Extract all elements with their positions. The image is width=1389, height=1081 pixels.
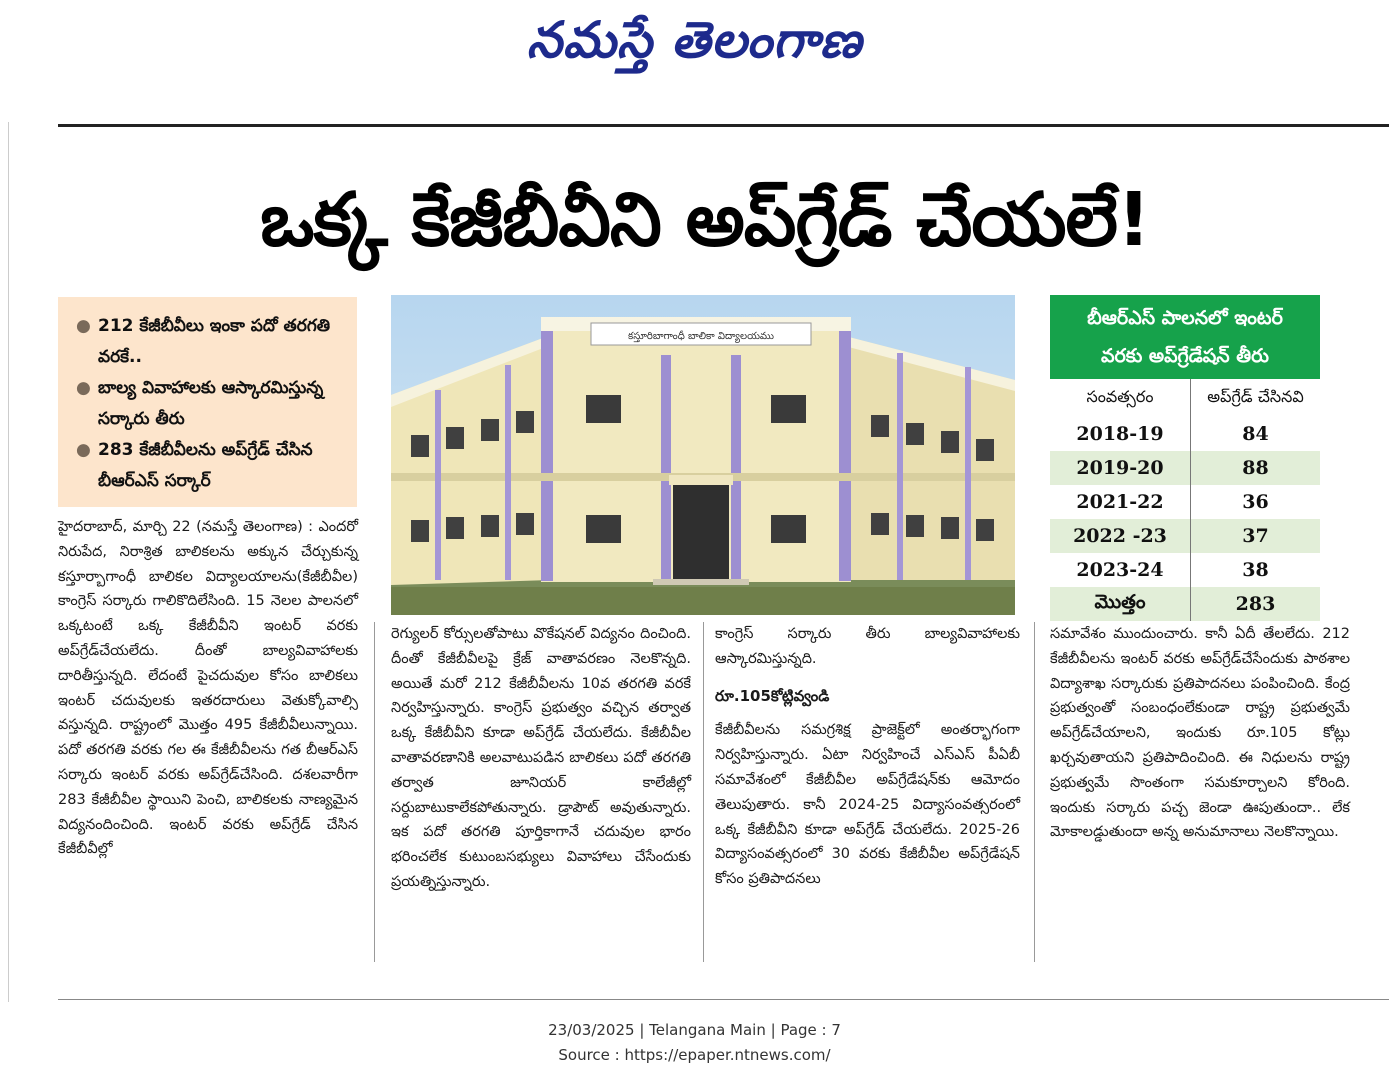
column-header-year: సంవత్సరం <box>1050 379 1191 417</box>
count-cell: 36 <box>1191 485 1321 519</box>
table-row <box>1050 451 1320 485</box>
count-cell: 84 <box>1191 417 1321 451</box>
masthead-logo: నమస్తే తెలంగాణ <box>526 10 863 69</box>
table-title-line1: బీఆర్ఎస్ పాలనలో ఇంటర్ <box>1087 307 1283 329</box>
article-paragraph: కాంగ్రెస్ సర్కారు తీరు బాల్యవివాహాలకు ఆస్కారమిస్తున్నది. <box>715 626 1020 667</box>
bullet-icon: ● <box>76 316 91 336</box>
school-building-photo <box>391 295 1015 615</box>
article-paragraph: సమావేశం ముందుంచారు. కానీ ఏదీ తేలలేదు. 212 కేజీబీవీలను ఇంటర్ వరకు అప్‌గ్రేడ్‌చేసేందుకు పాఠశాల విద్యాశాఖ సర్కారుకు ప్రతిపాదనలు పంపించింది. కేంద్ర ప్రభుత్వంతో సంబంధంలేకుండా రాష్ట్ర ప్రభుత్వమే అప్‌గ్రేడ్‌చేయాలని, ఇందుకు రూ.105 కోట్లు ఖర్చవుతాయని ప్రతిపాదించింది. ఈ నిధులను రాష్ట్ర ప్రభుత్వమే సొంతంగా సమకూర్చాలని కోరింది. ఇందుకు సర్కారు పచ్చ జెండా ఊపుతుందా.. లేక మోకాలడ్డుతుందా అన్న అనుమానాలు నెలకొన్నాయి. <box>1050 626 1350 841</box>
article-headline: ఒక్క కేజీబీవీని అప్‌గ్రేడ్ చేయలే! <box>260 177 1150 263</box>
table-row <box>1050 553 1320 587</box>
count-cell: 88 <box>1191 451 1321 485</box>
top-rule <box>58 124 1389 127</box>
footer-date-page: 23/03/2025 | Telangana Main | Page : 7 <box>548 1021 841 1039</box>
building-illustration <box>391 295 1015 615</box>
column-divider <box>703 622 704 962</box>
highlight-text: 212 కేజీబీవీలు ఇంకా పదో తరగతి వరకే.. <box>98 316 331 367</box>
count-cell: 37 <box>1191 519 1321 553</box>
article-column-2 <box>391 622 691 895</box>
article-subheading: రూ.105కోట్లివ్వండి <box>715 686 830 705</box>
table-header-row <box>1050 379 1320 417</box>
highlight-item <box>76 435 347 497</box>
year-cell: 2018-19 <box>1050 417 1191 451</box>
table-total-row <box>1050 587 1320 621</box>
column-header-count: అప్‌గ్రేడ్ చేసినవి <box>1191 379 1321 417</box>
highlights-list <box>58 297 357 497</box>
upgradation-table-box <box>1050 295 1320 615</box>
article-paragraph: హైదరాబాద్, మార్చి 22 (నమస్తే తెలంగాణ) : ఎందరో నిరుపేద, నిరాశ్రిత బాలికలను అక్కున చేర్చుకున్న కస్తూర్బాగాంధీ బాలికల విద్యాలయాలను(కేజీబీవీల) కాంగ్రెస్ సర్కారు గాలికొదిలేసింది. 15 నెలల పాలనలో ఒక్కటంటే ఒక్క కేజీబీవీని ఇంటర్ వరకు అప్‌గ్రేడ్‌చేయలేదు. దీంతో బాల్యవివాహాలకు దారితీస్తున్నది. లేదంటే పైచదువుల కోసం బాలికలు ఇంటర్ చదువులకు ఇతరదారులు వెతుక్కోవాల్సి వస్తున్నది. రాష్ట్రంలో మొత్తం 495 కేజీబీవీలున్నాయి. పదో తరగతి వరకు గల ఈ కేజీబీవీలను గత బీఆర్ఎస్ సర్కారు ఇంటర్ వరకు అప్‌గ్రేడ్‌చేసింది. దశలవారీగా 283 కేజీబీవీల స్థాయిని పెంచి, బాలికలకు నాణ్యమైన విద్యనందించింది. ఇంటర్ వరకు అప్‌గ్రేడ్ చేసిన కేజీబీవీల్లో <box>58 519 358 858</box>
footer-source: Source : https://epaper.ntnews.com/ <box>558 1046 831 1064</box>
newspaper-masthead <box>0 0 1389 80</box>
bottom-rule <box>58 999 1389 1000</box>
table-row <box>1050 519 1320 553</box>
page-footer <box>0 1018 1389 1068</box>
count-cell: 38 <box>1191 553 1321 587</box>
signboard-text: కస్తూరిబాగాంధీ బాలికా విద్యాలయము <box>628 331 774 342</box>
table-row <box>1050 417 1320 451</box>
article-paragraph: కేజీబీవీలను సమగ్రశిక్ష ప్రాజెక్ట్‌లో అంతర్భాగంగా నిర్వహిస్తున్నారు. ఏటా నిర్వహించే ఎస్ఎస్ పీఏబీ సమావేశంలో కేజీబీవీల అప్‌గ్రేడేషన్‌కు ఆమోదం తెలుపుతారు. కానీ 2024-25 విద్యాసంవత్సరంలో ఒక్క కేజీబీవీని కూడా అప్‌గ్రేడ్ చేయలేదు. 2025-26 విద్యాసంవత్సరంలో 30 వరకు కేజీబీవీల అప్‌గ్రేడేషన్ కోసం ప్రతిపాదనలు <box>715 722 1020 888</box>
year-cell: 2019-20 <box>1050 451 1191 485</box>
total-label-cell: మొత్తం <box>1050 587 1191 621</box>
article-paragraph: రెగ్యులర్ కోర్సులతోపాటు వొకేషనల్ విద్యనం దించింది. దీంతో కేజీబీవీలపై క్రేజ్ వాతావరణం నెలకొన్నది. అయితే మరో 212 కేజీబీవీలను 10వ తరగతి వరకే నిర్వహిస్తున్నారు. కాంగ్రెస్ ప్రభుత్వం వచ్చిన తర్వాత ఒక్క కేజీబీవీని కూడా అప్‌గ్రేడ్ చేయలేదు. కేజీబీవీల వాతావరణానికి అలవాటుపడిన బాలికలు పదో తరగతి తర్వాత జూనియర్ కాలేజీల్లో సర్దుబాటుకాలేకపోతున్నారు. డ్రాపౌట్ అవుతున్నారు. ఇక పదో తరగతి పూర్తికాగానే చదువుల భారం భరించలేక కుటుంబసభ్యులు వివాహాలు చేసేందుకు ప్రయత్నిస్తున్నారు. <box>391 626 691 890</box>
article-column-3 <box>715 622 1020 892</box>
table-row <box>1050 485 1320 519</box>
year-cell: 2021-22 <box>1050 485 1191 519</box>
total-count-cell: 283 <box>1191 587 1321 621</box>
table-title-line2: వరకు అప్‌గ్రేడేషన్ తీరు <box>1101 345 1269 367</box>
highlights-box <box>58 297 357 507</box>
column-divider <box>1034 622 1035 962</box>
year-cell: 2022 -23 <box>1050 519 1191 553</box>
table-title <box>1050 295 1320 379</box>
bullet-icon: ● <box>76 378 91 398</box>
article-column-4 <box>1050 622 1350 845</box>
highlight-item <box>76 311 347 373</box>
column-divider <box>374 622 375 962</box>
upgradation-table <box>1050 379 1320 621</box>
bullet-icon: ● <box>76 440 91 460</box>
highlight-item <box>76 373 347 435</box>
article-column-1 <box>58 515 358 862</box>
highlight-text: బాల్య వివాహాలకు ఆస్కారమిస్తున్న సర్కారు తీరు <box>98 378 324 429</box>
page-edge-line <box>8 122 9 1002</box>
year-cell: 2023-24 <box>1050 553 1191 587</box>
highlight-text: 283 కేజీబీవీలను అప్‌గ్రేడ్ చేసిన బీఆర్ఎస్ సర్కార్ <box>98 440 313 491</box>
